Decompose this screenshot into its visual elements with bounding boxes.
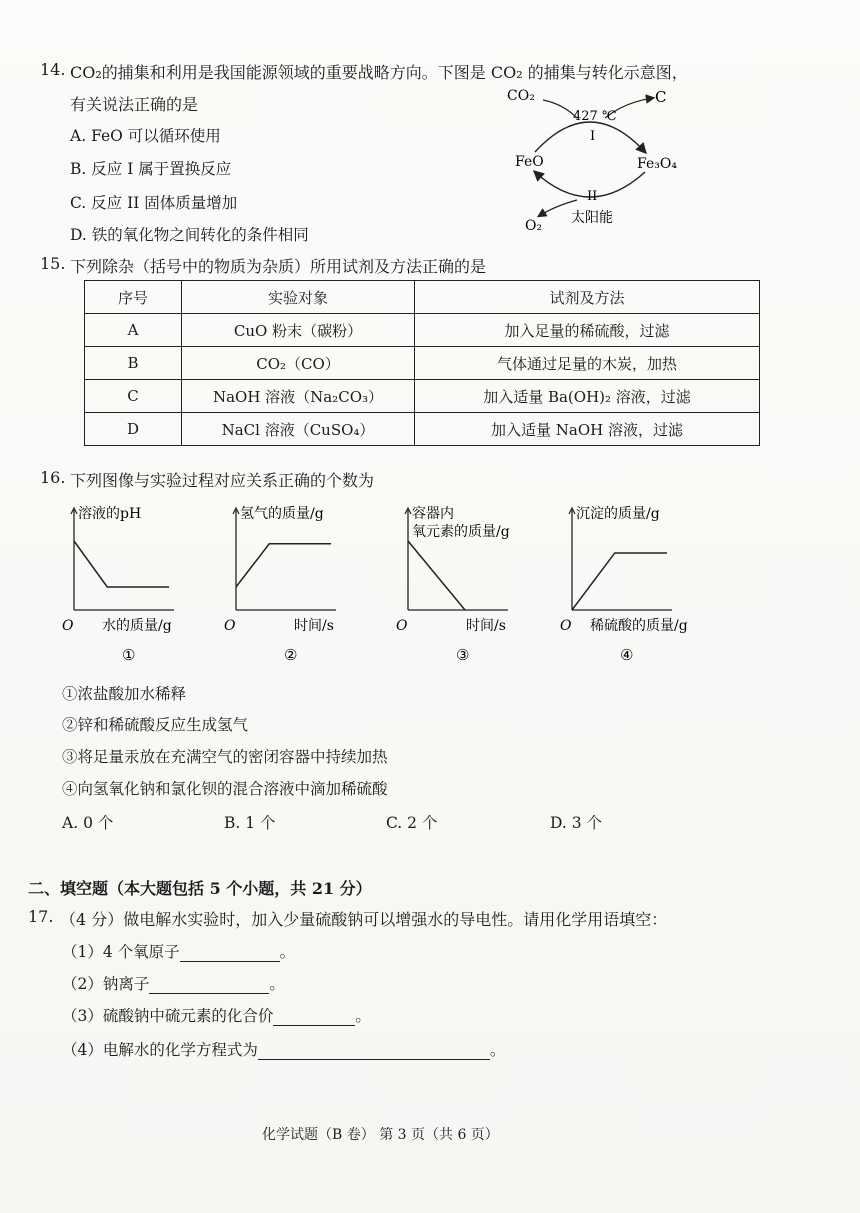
q17-part-4-label: （4）电解水的化学方程式为	[62, 1041, 258, 1059]
table-cell: NaOH 溶液（Na₂CO₃）	[182, 380, 415, 413]
table-cell: 加入适量 Ba(OH)₂ 溶液，过滤	[415, 380, 760, 413]
q14-stem-line2: 有关说法正确的是	[70, 95, 199, 114]
graph-3	[396, 500, 566, 680]
data-line	[408, 541, 465, 610]
label-o2: O₂	[525, 218, 543, 234]
q17-part-3	[62, 1004, 371, 1026]
q16-option-b	[224, 811, 276, 833]
answer-blank[interactable]	[180, 960, 280, 962]
q16-option-b-text: 1 个	[245, 814, 276, 832]
origin-label: O	[224, 618, 236, 634]
label-fe3o4: Fe₃O₄	[637, 156, 677, 172]
q16-option-a-letter: A.	[62, 814, 79, 832]
q17-part-2-label: （2）钠离子	[62, 975, 150, 993]
q17-part-4	[62, 1038, 505, 1060]
page-footer: 化学试题（B 卷） 第 3 页（共 6 页）	[262, 1127, 499, 1143]
graph-4	[560, 500, 730, 680]
answer-blank[interactable]	[149, 992, 269, 994]
q17-part-2-end: 。	[269, 975, 285, 993]
q15-number: 15.	[40, 254, 66, 273]
q14-option-a-letter: A.	[70, 127, 87, 145]
table-cell: 气体通过足量的木炭，加热	[415, 347, 760, 380]
x-axis-label: 稀硫酸的质量/g	[590, 618, 688, 634]
table-cell: B	[85, 347, 182, 380]
q16-item-1: ①浓盐酸加水稀释	[62, 685, 187, 703]
label-reaction-2: II	[587, 189, 598, 204]
x-axis-label: 时间/s	[466, 618, 506, 634]
table-row	[85, 413, 760, 446]
origin-label: O	[62, 618, 74, 634]
table-header-cell: 试剂及方法	[415, 281, 760, 314]
q14-option-d	[70, 223, 309, 245]
label-co2: CO₂	[507, 88, 535, 104]
q15-table	[84, 280, 760, 446]
q17-part-2	[62, 972, 285, 994]
answer-blank[interactable]	[258, 1058, 490, 1060]
q14-option-a	[70, 124, 221, 146]
table-cell: 加入适量 NaOH 溶液，过滤	[415, 413, 760, 446]
q17-number: 17.	[28, 907, 54, 926]
q14-stem-line1: CO₂的捕集和利用是我国能源领域的重要战略方向。下图是 CO₂ 的捕集与转化示意图，	[70, 63, 688, 82]
q16-item-3: ③将足量汞放在充满空气的密闭容器中持续加热	[62, 748, 388, 766]
label-solar: 太阳能	[571, 210, 613, 226]
label-feo: FeO	[515, 154, 544, 170]
table-cell: CuO 粉末（碳粉）	[182, 314, 415, 347]
section-title: 二、填空题（本大题包括 5 个小题，共 21 分）	[28, 879, 372, 898]
data-line	[572, 553, 667, 610]
label-reaction-1: I	[590, 129, 596, 144]
q16-item-2: ②锌和稀硫酸反应生成氢气	[62, 716, 249, 734]
q15-stem: 下列除杂（括号中的物质为杂质）所用试剂及方法正确的是	[70, 257, 487, 276]
q17-part-1	[62, 940, 295, 962]
q14-cycle-diagram	[495, 82, 715, 242]
q14-option-c-letter: C.	[70, 194, 87, 212]
q14-option-b-text: 反应 I 属于置换反应	[91, 160, 232, 178]
q16-option-d-letter: D.	[550, 814, 567, 832]
q16-option-b-letter: B.	[224, 814, 241, 832]
q14-option-c	[70, 191, 237, 213]
label-temperature: 427 ℃	[573, 109, 617, 124]
table-cell: A	[85, 314, 182, 347]
q17-part-1-label: （1）4 个氧原子	[62, 943, 180, 961]
table-cell: CO₂（CO）	[182, 347, 415, 380]
origin-label: O	[560, 618, 572, 634]
q17-part-1-end: 。	[279, 943, 296, 961]
data-line	[74, 541, 169, 587]
table-row	[85, 380, 760, 413]
q16-option-c-letter: C.	[386, 814, 403, 832]
q14-option-b-letter: B.	[70, 160, 87, 178]
q16-option-a-text: 0 个	[83, 814, 114, 832]
q14-option-d-text: 铁的氧化物之间转化的条件相同	[91, 226, 309, 244]
graph-2	[224, 500, 394, 680]
q16-option-d	[550, 811, 602, 833]
table-header-cell: 序号	[85, 281, 182, 314]
x-axis-label: 时间/s	[294, 618, 334, 634]
y-axis-label: 溶液的pH	[78, 506, 142, 522]
q16-option-a	[62, 811, 113, 833]
table-cell: D	[85, 413, 182, 446]
q14-option-c-text: 反应 II 固体质量增加	[91, 194, 238, 212]
graph-tag: ①	[122, 646, 136, 664]
data-line	[236, 544, 331, 587]
origin-label: O	[396, 618, 408, 634]
q17-part-3-end: 。	[355, 1007, 371, 1025]
table-header-cell: 实验对象	[182, 281, 415, 314]
y-axis-label: 容器内	[412, 506, 454, 522]
q16-option-c-text: 2 个	[407, 814, 438, 832]
q16-option-c	[386, 811, 437, 833]
label-c: C	[655, 88, 667, 106]
answer-blank[interactable]	[273, 1024, 355, 1026]
q16-stem: 下列图像与实验过程对应关系正确的个数为	[70, 471, 375, 490]
q16-option-d-text: 3 个	[571, 814, 603, 832]
table-cell: C	[85, 380, 182, 413]
table-cell: 加入足量的稀硫酸，过滤	[415, 314, 760, 347]
x-axis-label: 水的质量/g	[102, 618, 172, 634]
graph-1	[62, 500, 232, 680]
y-axis-label: 氢气的质量/g	[240, 506, 324, 522]
table-row	[85, 314, 760, 347]
q17-part-4-end: 。	[489, 1041, 506, 1059]
q16-item-4: ④向氢氧化钠和氯化钡的混合溶液中滴加稀硫酸	[62, 780, 388, 798]
q17-part-3-label: （3）硫酸钠中硫元素的化合价	[62, 1007, 274, 1025]
table-header-row	[85, 281, 760, 314]
y-axis-label-line2: 氧元素的质量/g	[412, 524, 510, 540]
q14-option-b	[70, 157, 231, 179]
q14-number: 14.	[40, 60, 66, 79]
q17-stem: （4 分）做电解水实验时，加入少量硫酸钠可以增强水的导电性。请用化学用语填空：	[60, 910, 668, 929]
q14-option-a-text: FeO 可以循环使用	[91, 127, 221, 145]
graph-tag: ③	[456, 646, 470, 664]
graph-tag: ④	[620, 646, 634, 664]
table-cell: NaCl 溶液（CuSO₄）	[182, 413, 415, 446]
q14-option-d-letter: D.	[70, 226, 87, 244]
y-axis-label: 沉淀的质量/g	[576, 506, 660, 522]
co2-inlet-line	[543, 100, 577, 118]
q16-number: 16.	[40, 468, 66, 487]
table-row	[85, 347, 760, 380]
graph-tag: ②	[284, 646, 298, 664]
